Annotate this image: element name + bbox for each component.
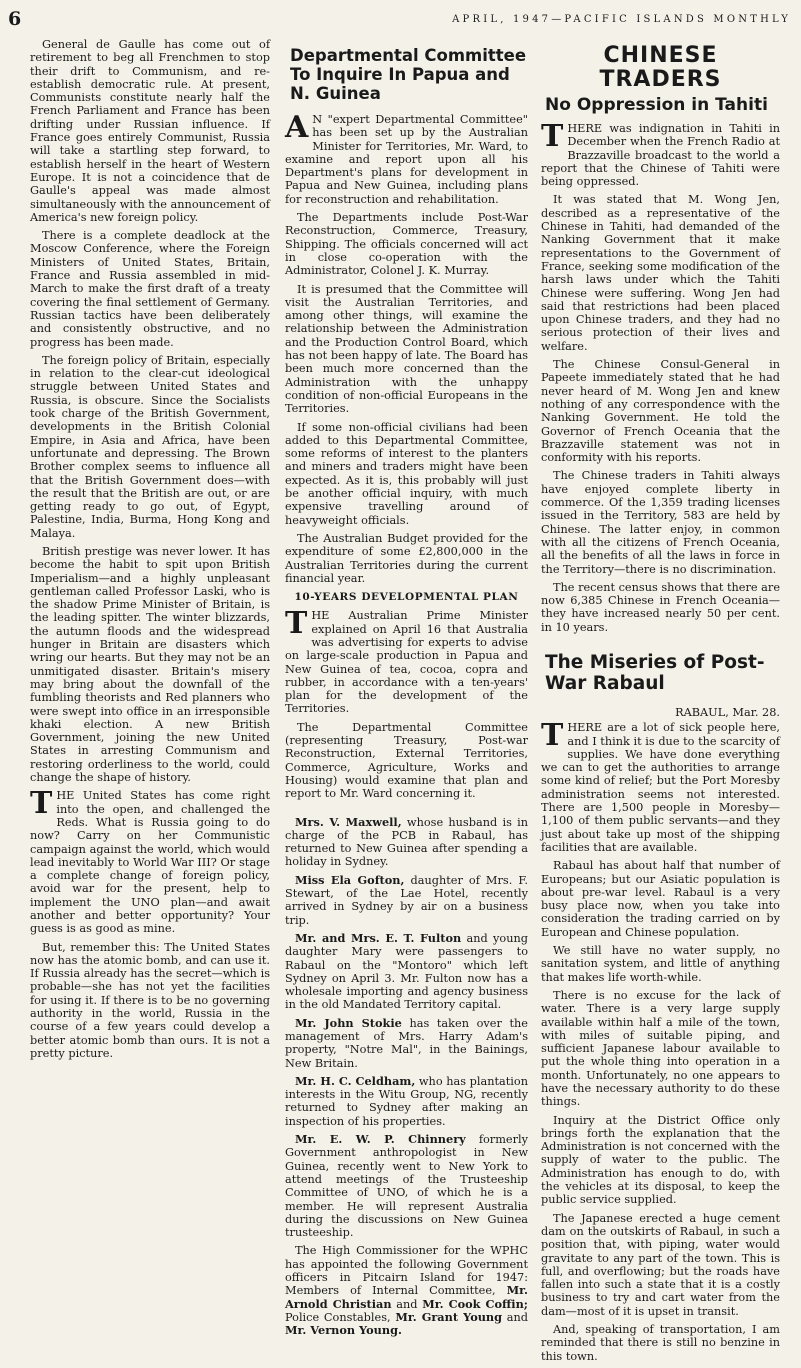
paragraph: The recent census shows that there are now 6,385 Chinese in French Oceania—they have increased nearly 50 per cent. in 10 years. [541, 580, 780, 634]
paragraph: The Australian Budget provided for the expenditure of some £2,800,000 in the Australian Territories during the current financial year. [285, 531, 528, 585]
headline-chinese-traders: CHINESE TRADERS [599, 43, 722, 92]
note-text: has taken over the management of Mrs. Harry Adam's property, "Notre Mal", in the Bainings, New Britain. [285, 1016, 528, 1070]
paragraph: The Chinese Consul-General in Papeete immediately stated that he had never heard of M. Wong Jen and knew nothing of any correspondence with the Nanking Government. He told the Governor of French Oceania that the Brazzaville statement was not in conformity with his reports. [541, 358, 780, 465]
drop-cap: A [285, 110, 309, 145]
column-tahiti-rabaul [541, 38, 780, 1368]
page-number: 6 [8, 8, 22, 30]
paragraph: There is no excuse for the lack of water. There is a very large supply available within half a mile of the town, with miles of suitable piping, and sufficient Japanese labour available to put the whole thing into operation in a month. Unfortunately, no one appears to have the necessary authority to do these things. [541, 988, 780, 1109]
paragraph: And, speaking of transportation, I am reminded that there is still no benzine in this town. [541, 1323, 780, 1363]
note-text: daughter of Mrs. F. Stewart, of the Lae Hotel, recently arrived in Sydney by air on a business trip. [285, 873, 529, 927]
headline-departmental-committee: Departmental Committee To Inquire In Papua and N. Guinea [290, 46, 527, 103]
paragraph: The Departments include Post-War Reconstruction, Commerce, Treasury, Shipping. The officials concerned will act in close co-operation with the Administrator, Colonel J. K. Murray. [285, 211, 528, 278]
paragraph: Rabaul has about half that number of Europeans; but our Asiatic population is about pre-war level. Rabaul is a very busy place now, when you take into consideration the trading carried on by European and Chinese population. [541, 859, 780, 939]
paragraph [541, 718, 780, 854]
note-text: who has plantation interests in the Witu Group, NG, recently returned to Sydney after making an inspection of his properties. [285, 1074, 528, 1128]
paragraph: If some non-official civilians had been added to this Departmental Committee, some reforms of interest to the planters and miners and traders might have been expected. As it is, this probably will just be another official inquiry, with much expensive travelling around of heavyweight officials. [285, 420, 528, 527]
subheading-plan: 10-YEARS DEVELOPMENTAL PLAN [294, 591, 519, 604]
paragraph: Inquiry at the District Office only brings forth the explanation that the Administration is not concerned with the supply of water to the public. The Administration has enough to do, with the vehicles at its disposal, to keep the public service supplied. [541, 1113, 780, 1207]
paragraph: But, remember this: The United States now has the atomic bomb, and can use it. If Russia already has the secret—which is probable—she has not yet the facilities for using it. If there is to be no governing authority in the world, Russia in the course of a few years could develop a better atomic bomb than ours. It is not a pretty picture. [30, 940, 270, 1060]
dateline: RABAUL, Mar. 28. [675, 705, 780, 719]
note-item: The High Commissioner for the WPHC has appointed the following Government officers in Pitcairn Island for 1947: Members of Internal Committee, Mr. Arnold Christian and Mr. Cook Coffin; Police Constables, Mr. Grant Young and Mr. Vernon Young. [285, 1244, 529, 1338]
paragraph-text: HERE are a lot of sick people here, and I think it is due to the scarcity of supplies. We have done everything we can to get the authorities to arrange some kind of relief; but the Port Moresby administration seems not interested. There are 1,500 people in Moresby—1,100 of them public servants—and they just about take up most of the shipping facilities that are available. [541, 721, 780, 854]
paragraph [285, 110, 528, 206]
paragraph-text: N "expert Departmental Committee" has been set up by the Australian Minister for Territories, Mr. Ward, to examine and report upon all his Department's plans for development in Papua and New Guinea, including plans for reconstruction and rehabilitation. [285, 113, 528, 206]
note-item [285, 932, 528, 1012]
paragraph: British prestige was never lower. It has become the habit to spit upon British Imperialism—and a highly unpleasant gentleman called Professor Laski, who is the shadow Prime Minister of Britain, is the leading spitter. The winter blizzards, the autumn floods and the widespread hunger in Britain are disasters which wring our hearts. But they may not be an unmitigated disaster. Britain's misery may bring about the downfall of the fumbling theorists and Red planners who were swept into office in an irresponsible khaki election. A new British Government, joining the new United States in arresting Communism and restoring orderliness to the world, could change the shape of history. [30, 544, 270, 785]
note-item [285, 1075, 528, 1128]
paragraph: There is a complete deadlock at the Moscow Conference, where the Foreign Ministers of United States, Britain, France and Russia assembled in mid-March to make the first draft of a treaty covering the final settlement of Germany. Russian tactics have been deliberately and consistently obstructive, and no progress has been made. [30, 229, 270, 349]
paragraph [541, 119, 780, 189]
drop-cap: T [541, 119, 564, 154]
headline-tahiti: No Oppression in Tahiti [545, 95, 768, 115]
note-name: Mr. John Stokie [295, 1015, 402, 1030]
paragraph: The Chinese traders in Tahiti always have enjoyed complete liberty in commerce. Of the 1,359 trading licenses issued in the Territory, 583 are held by Chinese. The latter enjoy, in common with all the citizens of French Oceania, all the benefits of all the laws in force in the Territory—there is no discrimination. [541, 469, 780, 576]
note-item [285, 816, 528, 869]
note-name: Miss Ela Gofton, [295, 872, 405, 887]
note-name: Mr. and Mrs. E. T. Fulton [295, 930, 462, 945]
note-name: Mr. H. C. Celdham, [295, 1073, 416, 1088]
note-item [285, 1017, 528, 1070]
paragraph: The foreign policy of Britain, especially in relation to the clear-cut ideological struggle between United States and Russia, is obscure. Since the Socialists took charge of the British Government, developments in the British Colonial Empire, in Asia and Africa, have been unfortunate and depressing. The Brown Brother complex seems to influence all that the British Government does—with the result that the British are out, or are getting ready to go out, of Egypt, Palestine, India, Burma, Hong Kong and Malaya. [30, 353, 270, 540]
paragraph: It was stated that M. Wong Jen, described as a representative of the Chinese in Tahiti, had demanded of the Nanking Government that it make representations to the Government of France, seeking some modification of the harsh laws under which the Tahiti Chinese were suffering. Wong Jen had said that restrictions had been placed upon Chinese traders, and they had no serious protection of their lives and welfare. [541, 193, 780, 353]
paragraph: General de Gaulle has come out of retirement to beg all Frenchmen to stop their drift to Communism, and re-establish democratic rule. At present, Communists constitute nearly half the French Parliament and France has been drifting under Russian influence. If France goes entirely Communist, Russia will take a startling step forward, to establish herself in the heart of Western Europe. It is not a coincidence that de Gaulle's appeal was made almost simultaneously with the announcement of America's new foreign policy. [30, 38, 270, 224]
paragraph: The Departmental Committee (representing Treasury, Post-war Reconstruction, External Territories, Commerce, Agriculture, Works and Housing) would examine that plan and report to Mr. Ward concerning it. [285, 720, 528, 801]
personal-notes [285, 816, 528, 1338]
column-editorial [30, 38, 270, 1065]
page-header [8, 8, 791, 30]
note-item [285, 1133, 528, 1239]
drop-cap: T [30, 786, 53, 822]
note-text: formerly Government anthropologist in New Guinea, recently went to New York to attend meetings of the Trusteeship Committee of UNO, of which he is a member. He will represent Australia during the discussions on New Guinea trusteeship. [285, 1133, 528, 1240]
headline-rabaul: The Miseries of Post-War Rabaul [545, 651, 765, 694]
paragraph: It is presumed that the Committee will visit the Australian Territories, and among other things, will examine the relationship between the Administration and the Production Control Board, which has not been happy of late. The Board has been much more concerned than the Administration with the unhappy condition of non-official Europeans in the Territories. [285, 282, 528, 416]
paragraph [30, 786, 270, 936]
paragraph-text: HE Australian Prime Minister explained on April 16 that Australia was advertising for experts to advise on large-scale production in Papua and New Guinea of tea, cocoa, copra and rubber, in accordance with a ten-years' plan for the development of the Territories. [285, 609, 528, 716]
column-committee [285, 38, 528, 1343]
drop-cap: T [541, 718, 564, 754]
drop-cap: T [285, 606, 308, 642]
note-item [285, 874, 528, 927]
paragraph-text: HERE was indignation in Tahiti in December when the French Radio at Brazzaville broadcast to the world a report that the Chinese of Tahiti were being oppressed. [541, 122, 780, 189]
running-title: APRIL, 1947—PACIFIC ISLANDS MONTHLY [452, 14, 791, 25]
note-text: whose husband is in charge of the PCB in Rabaul, has returned to New Guinea after spending a holiday in Sydney. [285, 815, 529, 869]
paragraph: The Japanese erected a huge cement dam on the outskirts of Rabaul, in such a position that, with piping, water would gravitate to any part of the town. This is full, and overflowing; but the roads have fallen into such a state that it is a costly business to try and cart water from the dam—most of it is upset in transit. [541, 1211, 780, 1318]
paragraph [285, 606, 528, 716]
note-name: Mrs. V. Maxwell, [295, 814, 402, 829]
note-name: Mr. E. W. P. Chinnery [295, 1132, 466, 1147]
paragraph-text: HE United States has come right into the open, and challenged the Reds. What is Russia going to do now? Carry on her Communistic campaign against the world, which would lead inevitably to World War III? Or stage a complete change of foreign policy, avoid war for the present, help to implement the UNO plan—and await another and better opportunity? Your guess is as good as mine. [30, 789, 270, 936]
paragraph: We still have no water supply, no sanitation system, and little of anything that makes life worth-while. [541, 944, 780, 984]
note-text: and young daughter Mary were passengers to Rabaul on the "Montoro" which left Sydney on April 3. Mr. Fulton now has a wholesale importing and agency business in the old Mandated Territory capital. [285, 931, 529, 1012]
